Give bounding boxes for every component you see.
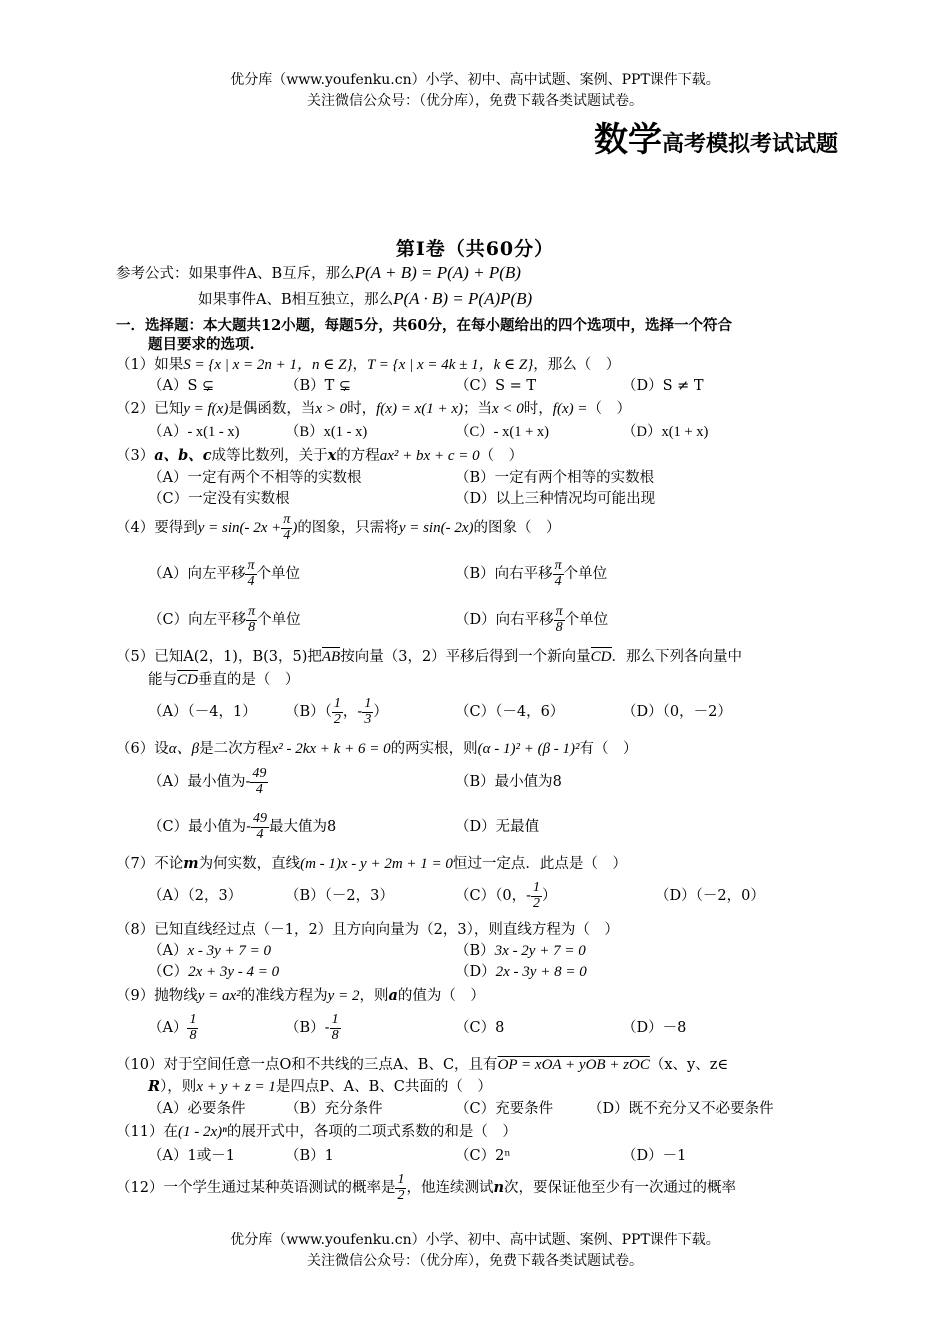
q6-a-neg: - — [245, 774, 251, 790]
q4-b-frac — [553, 559, 564, 589]
q5-b-n2: 1 — [364, 695, 372, 711]
q6-a: （6）设 — [116, 741, 169, 757]
q9-a: （9）抛物线 — [116, 988, 198, 1004]
q9-d: 的值为（ ） — [397, 988, 485, 1004]
q3-c: 的方程 — [336, 448, 380, 464]
q6-c-frac — [251, 812, 269, 842]
q4-a-unit: 个单位 — [256, 566, 300, 582]
q4-option-b — [455, 556, 607, 592]
q6-c-label: （C）最小值为 — [148, 819, 247, 835]
header-line-1: 优分库（www.youfenku.cn）小学、初中、高中试题、案例、PPT课件下载。 — [230, 72, 720, 88]
q5-option-a: （A）（－4，1） — [148, 704, 257, 720]
q5-l1a: （5）已知A(2，1)，B(3，5)把 — [116, 649, 322, 665]
q5-l1b: 按向量（3，2）平移后得到一个新向量 — [340, 649, 591, 665]
q11-stem — [116, 1120, 517, 1141]
q7-stem — [116, 852, 627, 873]
q4-a-label: （A）向左平移 — [148, 566, 246, 582]
q8-c-label: （C） — [148, 964, 189, 980]
q2-b: 是偶函数，当 — [228, 401, 316, 417]
q2-e: 时， — [523, 401, 553, 417]
q5-option-c: （C）（－4，6） — [455, 704, 565, 720]
q9-option-c: （C）8 — [455, 1020, 505, 1036]
q6-b: 是二次方程 — [199, 741, 272, 757]
q9-b-label: （B）- — [285, 1020, 330, 1036]
q2-stem — [116, 397, 631, 418]
q5-b-d1: 2 — [333, 711, 341, 727]
q10-option-b: （B）充分条件 — [285, 1101, 383, 1117]
q3-option-a: （A）一定有两个不相等的实数根 — [148, 470, 362, 486]
q4-c-frac — [246, 605, 257, 635]
q2-option-b: （B）x(1 - x) — [285, 424, 368, 440]
q4-option-c — [148, 602, 301, 638]
q3-stem — [116, 444, 523, 465]
q8-a-label: （A） — [148, 943, 188, 959]
q11-b: 的展开式中，各项的二项式系数的和是（ ） — [226, 1124, 517, 1140]
q12-c: 次，要保证他至少有一次通过的概率 — [504, 1180, 736, 1196]
formula-text-2: 如果事件A、B相互独立，那么 — [198, 292, 394, 308]
q6-c-n: 49 — [253, 810, 268, 826]
q7-c-label: （C）（0，- — [455, 888, 531, 904]
q2-m3: f(x) = x(1 + x) — [376, 401, 463, 417]
q1-option-c: （C）S = T — [455, 378, 537, 394]
q9-b-n: 1 — [331, 1011, 339, 1027]
q10-l1a: （10）对于空间任意一点O和不共线的三点A、B、C，且有 — [116, 1057, 498, 1073]
part1-line-2: 题目要求的选项. — [148, 336, 255, 353]
q3-d: （ ） — [479, 448, 524, 464]
q2-option-a: （A）- x(1 - x) — [148, 424, 240, 440]
q7-option-d: （D）（－2，0） — [655, 888, 765, 904]
formula-text-1: 如果事件A、B互斥，那么 — [188, 266, 355, 282]
q3-eq: ax² + bx + c = 0 — [379, 448, 480, 464]
q9-a-frac — [187, 1013, 198, 1043]
q8-d-eq: 2x - 3y + 8 = 0 — [495, 964, 587, 980]
q7-c: 恒过一定点．此点是（ ） — [452, 856, 627, 872]
q4-a-four: 4 — [247, 573, 255, 589]
q7-option-c — [455, 876, 556, 916]
q5-b-end: ） — [373, 704, 388, 720]
q1-set-s: S = {x | x = 2n + 1，n ∈ Z} — [183, 357, 353, 373]
q11-option-c: （C）2ⁿ — [455, 1148, 511, 1164]
q2-m2: x > 0 — [315, 401, 348, 417]
q11-option-d: （D）－1 — [622, 1148, 687, 1164]
q5-b-n1: 1 — [333, 695, 341, 711]
q5-vec-cd: CD — [590, 649, 612, 665]
q6-option-d: （D）无最值 — [455, 819, 540, 835]
q6-ab: α、β — [168, 741, 200, 757]
q12-a: （12）一个学生通过某种英语测试的概率是 — [116, 1180, 396, 1196]
q1-option-d: （D）S ≠ T — [622, 378, 704, 394]
q7-c-frac — [531, 881, 542, 911]
q4-c-label: （C）向左平移 — [148, 612, 247, 628]
formula-line-1 — [116, 262, 521, 283]
q3-vars: a、b、c — [154, 447, 212, 464]
q3-option-c: （C）一定没有实数根 — [148, 491, 290, 507]
q7-option-a: （A）（2，3） — [148, 888, 243, 904]
q5-l2a: 能与 — [148, 672, 177, 688]
q2-m1: y = f(x) — [183, 401, 229, 417]
q10-line-2 — [148, 1075, 492, 1096]
q4-b-pi: π — [554, 557, 562, 573]
q4-a-frac — [245, 559, 256, 589]
q6-stem — [116, 737, 638, 758]
q4-option-d — [455, 602, 608, 638]
q3-a: （3） — [116, 448, 155, 464]
q1-comma: ， — [352, 357, 367, 373]
q7-c-end: ） — [541, 888, 557, 904]
q10-option-c: （C）充要条件 — [455, 1101, 554, 1117]
q9-a-label: （A） — [148, 1020, 188, 1036]
q1-option-b: （B）T ⊊ — [285, 378, 352, 394]
q10-line-1 — [116, 1053, 728, 1074]
q8-stem: （8）已知直线经过点（－1，2）且方向向量为（2，3），则直线方程为（ ） — [116, 922, 619, 938]
q12-frac — [395, 1173, 406, 1203]
q4-eq1a: y = sin(- 2x + — [197, 520, 282, 536]
q5-b-frac1 — [332, 697, 343, 727]
q8-c-eq: 2x + 3y - 4 = 0 — [188, 964, 280, 980]
q2-option-d: （D）x(1 + x) — [622, 424, 709, 440]
q8-b-eq: 3x - 2y + 7 = 0 — [494, 943, 586, 959]
q6-a-frac — [250, 767, 268, 797]
q6-expr: (α - 1)² + (β - 1)² — [477, 741, 580, 757]
q9-eq2: y = 2 — [327, 988, 360, 1004]
q4-a: （4）要得到 — [116, 520, 198, 536]
q4-d-pi: π — [555, 603, 563, 619]
q8-option-c — [148, 960, 279, 981]
q2-m5: f(x) = — [552, 401, 588, 417]
q5-option-d: （D）（0，－2） — [622, 704, 732, 720]
q4-eq2: y = sin(- 2x) — [398, 520, 474, 536]
q8-option-d — [455, 960, 587, 981]
q2-d: ；当 — [463, 401, 492, 417]
q11-option-a: （A）1或－1 — [148, 1148, 235, 1164]
q4-c-eight: 8 — [248, 619, 256, 635]
q9-option-a — [148, 1008, 198, 1048]
q6-c-neg: - — [246, 819, 252, 835]
q5-vec-ab: AB — [321, 649, 341, 665]
q11-a: （11）在 — [116, 1124, 178, 1140]
q10-vec: OP = xOA + yOB + zOC — [497, 1057, 650, 1073]
q4-a-pi: π — [247, 557, 255, 573]
formula-label: 参考公式： — [116, 266, 189, 282]
q5-option-b — [285, 692, 388, 732]
q9-a-n: 1 — [189, 1011, 197, 1027]
q3-b: 成等比数列，关于 — [211, 448, 328, 464]
q12-b: ，他连续测试 — [406, 1180, 494, 1196]
formula-math-1: P(A + B) = P(A) + P(B) — [354, 263, 521, 282]
q10-l2a: ），则 — [160, 1079, 197, 1095]
q9-option-d: （D）－8 — [622, 1020, 687, 1036]
page-title — [594, 112, 838, 161]
q12-stem — [116, 1168, 736, 1208]
q12-n: 1 — [397, 1171, 405, 1187]
q12-nvar: n — [493, 1179, 504, 1196]
q4-d-label: （D）向右平移 — [455, 612, 554, 628]
q10-eq: x + y + z = 1 — [196, 1079, 276, 1095]
q1-stem-b: ，那么（ ） — [533, 357, 621, 373]
q2-c: 时， — [347, 401, 377, 417]
q9-b-frac — [330, 1013, 341, 1043]
q2-f: （ ） — [587, 401, 631, 417]
q5-b-mid: ，- — [342, 704, 363, 720]
q8-d-label: （D） — [455, 964, 496, 980]
footer-line-2: 关注微信公众号：（优分库），免费下载各类试题试卷。 — [307, 1253, 643, 1269]
q4-b-four: 4 — [554, 573, 562, 589]
q7-option-b: （B）（－2，3） — [285, 888, 394, 904]
q6-c: 的两实根，则 — [390, 741, 478, 757]
q4-option-a — [148, 556, 300, 592]
section-title: 第Ⅰ卷（共60分） — [395, 238, 555, 260]
q4-d-eight: 8 — [555, 619, 563, 635]
q2-option-c: （C）- x(1 + x) — [455, 424, 549, 440]
q6-option-c — [148, 807, 336, 847]
q9-stem — [116, 984, 485, 1005]
q10-r: R — [148, 1078, 161, 1095]
q6-a-label: （A）最小值为 — [148, 774, 246, 790]
q1-stem-a: （1）如果 — [116, 357, 184, 373]
q3-x: x — [327, 447, 337, 464]
q4-b: 的图象，只需将 — [297, 520, 399, 536]
q5-l2b: 垂直的是（ ） — [197, 672, 300, 688]
q2-m4: x < 0 — [492, 401, 524, 417]
q9-eq: y = ax² — [197, 988, 241, 1004]
q6-c-end: 最大值为8 — [269, 819, 337, 835]
q9-b-d: 8 — [331, 1027, 339, 1043]
q4-c-pi: π — [248, 603, 256, 619]
formula-math-2: P(A · B) = P(A)P(B) — [393, 289, 533, 308]
q4-eq1b: ) — [292, 520, 298, 536]
q6-d: 有（ ） — [579, 741, 638, 757]
q11-option-b: （B）1 — [285, 1148, 334, 1164]
q10-l2b: 是四点P、A、B、C共面的（ ） — [275, 1079, 492, 1095]
q6-a-n: 49 — [252, 765, 267, 781]
q9-b: 的准线方程为 — [240, 988, 328, 1004]
q4-b-label: （B）向右平移 — [455, 566, 553, 582]
q10-l1b: （x、y、z∈ — [649, 1057, 729, 1073]
q1-set-t: T = {x | x = 4k ± 1，k ∈ Z} — [366, 357, 534, 373]
q3-option-b: （B）一定有两个相等的实数根 — [455, 470, 655, 486]
q1-option-a: （A）S ⊊ — [148, 378, 215, 394]
q4-pi-over-4 — [281, 513, 292, 543]
q8-option-b — [455, 939, 586, 960]
q9-option-b — [285, 1008, 341, 1048]
q7-a: （7）不论 — [116, 856, 184, 872]
q5-b-frac2 — [362, 697, 373, 727]
q7-c-n: 1 — [532, 879, 540, 895]
q2-a: （2）已知 — [116, 401, 184, 417]
q5-l1c: ．那么下列各向量中 — [611, 649, 743, 665]
footer-line-1: 优分库（www.youfenku.cn）小学、初中、高中试题、案例、PPT课件下载。 — [230, 1232, 720, 1248]
q5-line-2 — [148, 668, 299, 689]
q6-option-b: （B）最小值为8 — [455, 774, 562, 790]
header-line-2: 关注微信公众号：（优分库），免费下载各类试题试卷。 — [307, 93, 643, 109]
q10-option-a: （A）必要条件 — [148, 1101, 246, 1117]
q9-a-d: 8 — [189, 1027, 197, 1043]
q4-four: 4 — [283, 527, 291, 543]
q10-option-d: （D）既不充分又不必要条件 — [588, 1101, 774, 1117]
q4-b-unit: 个单位 — [563, 566, 608, 582]
q4-d-frac — [554, 605, 565, 635]
q5-b-label: （B）（ — [285, 704, 332, 720]
q11-expr: (1 - 2x)ⁿ — [177, 1124, 227, 1140]
q9-c: ，则 — [359, 988, 389, 1004]
q4-c: 的图象（ ） — [473, 520, 561, 536]
q4-stem — [116, 510, 561, 546]
q6-c-d: 4 — [256, 826, 264, 842]
q8-a-eq: x - 3y + 7 = 0 — [187, 943, 272, 959]
q3-option-d: （D）以上三种情况均可能出现 — [455, 491, 656, 507]
title-rest: 高考模拟考试试题 — [661, 131, 838, 157]
q5-b-d2: 3 — [364, 711, 372, 727]
part1-line-1: 一．选择题：本大题共12小题，每题5分，共60分，在每小题给出的四个选项中，选择一个符合 — [116, 317, 732, 334]
q4-c-unit: 个单位 — [257, 612, 301, 628]
q4-pi: π — [283, 511, 291, 527]
q1-stem — [116, 353, 620, 374]
q9-avar: a — [388, 987, 398, 1004]
q6-a-d: 4 — [255, 781, 263, 797]
q6-eq: x² - 2kx + k + 6 = 0 — [271, 741, 391, 757]
q7-c-d: 2 — [532, 895, 540, 911]
title-big: 数学 — [593, 120, 662, 160]
q8-b-label: （B） — [455, 943, 495, 959]
q12-d: 2 — [397, 1187, 405, 1203]
q7-b: 为何实数，直线 — [198, 856, 301, 872]
q7-eq: (m - 1)x - y + 2m + 1 = 0 — [300, 856, 453, 872]
q7-m: m — [183, 855, 199, 872]
q8-option-a — [148, 939, 271, 960]
q6-option-a — [148, 762, 268, 802]
formula-line-2 — [198, 288, 532, 309]
q5-vec-cd-2: CD — [177, 672, 198, 688]
q5-line-1 — [116, 645, 742, 666]
q4-d-unit: 个单位 — [564, 612, 609, 628]
